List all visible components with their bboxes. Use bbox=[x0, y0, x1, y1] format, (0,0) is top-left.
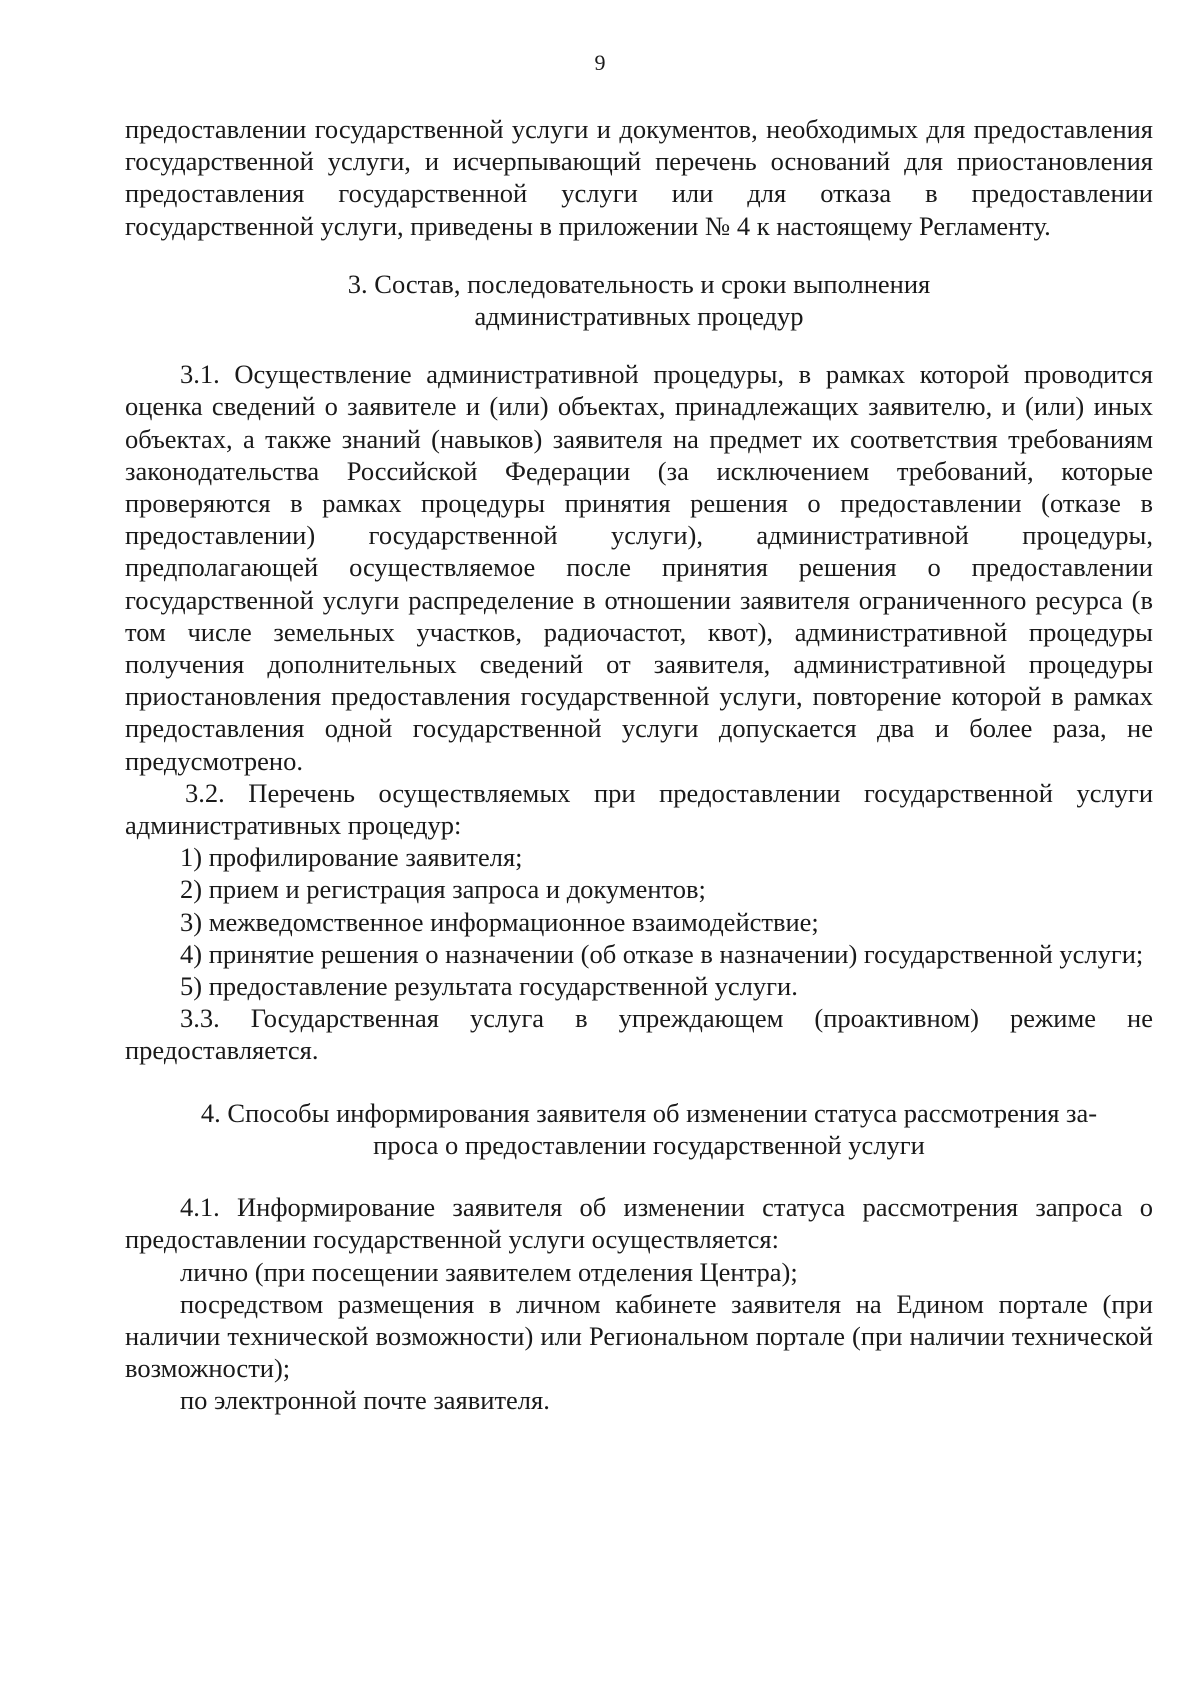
list-item: по электронной почте заявителя. bbox=[180, 1385, 550, 1416]
section-4-heading bbox=[125, 1097, 1153, 1161]
list-item: 5) предоставление результата государственной услуги. bbox=[180, 971, 798, 1002]
intro-paragraph: предоставлении государственной услуги и документов, необходимых для предоставления государственной услуги, и исчерпывающий перечень оснований для приостановления предоставления государственной услуги или для отказа в предоставлении государственной услуги, приведены в приложении № 4 к настоящему Регламенту. bbox=[125, 114, 1153, 241]
list-item: 3) межведомственное информационное взаимодействие; bbox=[180, 906, 819, 937]
page-number: 9 bbox=[594, 50, 606, 75]
paragraph-3-1: 3.1. Осуществление административной процедуры, в рамках которой проводится оценка сведений о заявителе и (или) объектах, принадлежащих заявителю, и (или) иных объектах, а также знаний (навыков) заявителя на предмет их соответствия требованиям законодательства Российской Федерации (за исключением требований, которые проверяются в рамках процедуры принятия решения о предоставлении (отказе в предоставлении) государственной услуги), административной процедуры, предполагающей осуществляемое после принятия решения о предоставлении государственной услуги распределение в отношении заявителя ограниченного ресурса (в том числе земельных участков, радиочастот, квот), административной процедуры получения дополнительных сведений от заявителя, административной процедуры приостановления предоставления государственной услуги, повторение которой в рамках предоставления одной государственной услуги допускается два и более раза, не предусмотрено. bbox=[125, 359, 1153, 776]
list-item: посредством размещения в личном кабинете заявителя на Едином портале (при наличии технической возможности) или Региональном портале (при наличии технической возможности); bbox=[125, 1288, 1153, 1384]
section-4-heading-line-1: 4. Способы информирования заявителя об изменении статуса рассмотрения за- bbox=[200, 1097, 1098, 1128]
paragraph-3-3: 3.3. Государственная услуга в упреждающем (проактивном) режиме не предоставляется. bbox=[125, 1003, 1153, 1066]
section-3-heading-line-1: 3. Состав, последовательность и сроки выполнения bbox=[347, 268, 931, 299]
list-item: 4) принятие решения о назначении (об отказе в назначении) государственной услуги; bbox=[180, 938, 1144, 969]
section-4-heading-line-2: проса о предоставлении государственной услуги bbox=[373, 1129, 925, 1160]
section-3-heading-line-2: административных процедур bbox=[474, 301, 804, 332]
list-item: 2) прием и регистрация запроса и документов; bbox=[180, 874, 706, 905]
list-item: 1) профилирование заявителя; bbox=[180, 842, 523, 873]
list-item: лично (при посещении заявителем отделения Центра); bbox=[180, 1256, 798, 1287]
section-3-heading bbox=[125, 268, 1153, 332]
document-body bbox=[125, 113, 1153, 1417]
paragraph-4-1: 4.1. Информирование заявителя об изменении статуса рассмотрения запроса о предоставлении государственной услуги осуществляется: bbox=[125, 1192, 1153, 1255]
paragraph-3-2: 3.2. Перечень осуществляемых при предоставлении государственной услуги административных процедур: bbox=[125, 777, 1153, 841]
